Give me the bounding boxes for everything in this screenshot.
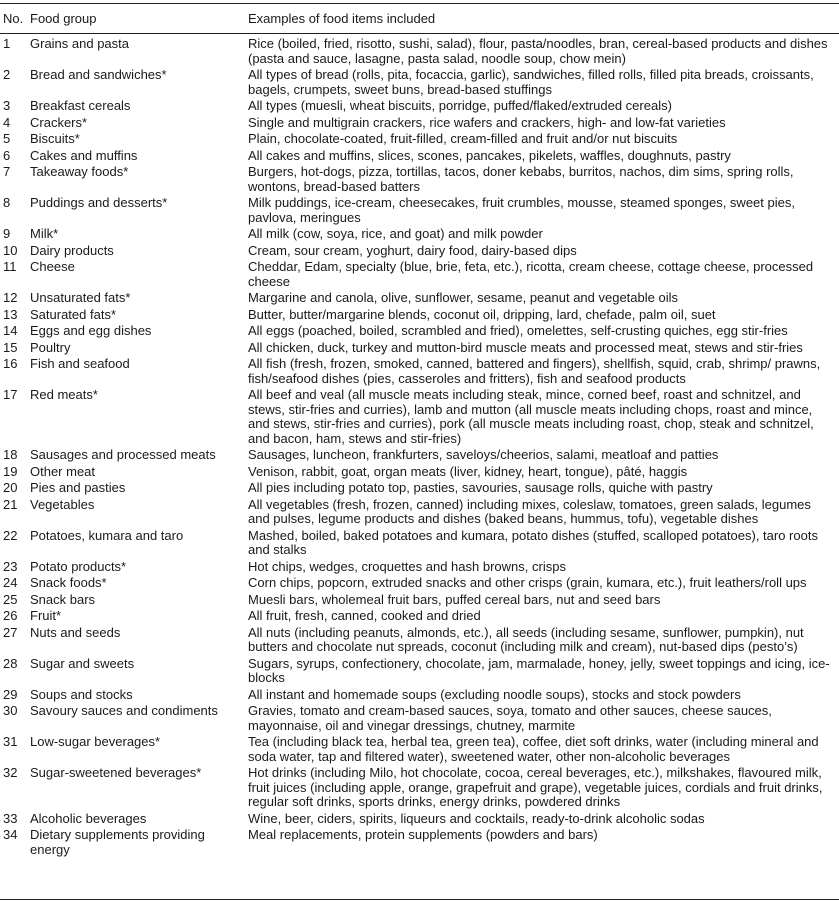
- row-food-group: Sausages and processed meats: [30, 447, 216, 462]
- table-row: [0, 827, 839, 858]
- row-food-group: Dietary supplements providing energy: [30, 827, 205, 857]
- row-examples: Gravies, tomato and cream-based sauces, soya, tomato and other sauces, cheese sauces, mayonnaise, oil and vinegar dressings, chutney, marmite: [248, 703, 772, 733]
- row-number: 20: [3, 480, 18, 495]
- row-examples: All milk (cow, soya, rice, and goat) and milk powder: [248, 226, 543, 241]
- table-row: [0, 115, 839, 132]
- row-food-group: Biscuits*: [30, 131, 80, 146]
- row-number: 17: [3, 387, 18, 402]
- row-examples: Hot drinks (including Milo, hot chocolate, cocoa, cereal beverages, etc.), milkshakes, flavoured milk, fruit juices (including apple, orange, grapefruit and grape), vegetable juices, cordials and fruit drinks, regular soft drinks, sports drinks, energy drinks, powdered drinks: [248, 765, 823, 809]
- row-examples: All types (muesli, wheat biscuits, porridge, puffed/flaked/extruded cereals): [248, 98, 672, 113]
- row-food-group: Fruit*: [30, 608, 62, 623]
- row-number: 7: [3, 164, 11, 179]
- table-row: [0, 734, 839, 765]
- table-row: [0, 811, 839, 828]
- table-row: [0, 67, 839, 98]
- table-row: [0, 656, 839, 687]
- table-row: [0, 559, 839, 576]
- table-row: [0, 765, 839, 811]
- table-row: [0, 625, 839, 656]
- row-food-group: Fish and seafood: [30, 356, 130, 371]
- row-food-group: Bread and sandwiches*: [30, 67, 167, 82]
- row-number: 10: [3, 242, 18, 258]
- row-examples: Burgers, hot-dogs, pizza, tortillas, tacos, doner kebabs, burritos, nachos, dim sims, spring rolls, wontons, bread-based batters: [248, 164, 794, 194]
- row-examples: Butter, butter/margarine blends, coconut oil, dripping, lard, chefade, palm oil, suet: [248, 306, 716, 322]
- table-row: [0, 340, 839, 357]
- row-examples: All types of bread (rolls, pita, focaccia, garlic), sandwiches, filled rolls, filled pita breads, croissants, bagels, crumpets, sweet buns, bread-based stuffings: [248, 67, 814, 97]
- row-food-group: Dairy products: [30, 242, 114, 258]
- row-food-group: Low-sugar beverages*: [30, 734, 161, 749]
- row-number: 2: [3, 67, 11, 82]
- row-examples: Tea (including black tea, herbal tea, green tea), coffee, diet soft drinks, water (including mineral and soda water, tap and filtered water), sweetened water, other non-alcoholic beverages: [248, 734, 819, 764]
- row-examples: All fish (fresh, frozen, smoked, canned, battered and fingers), shellfish, squid, crab, shrimp/ prawns, fish/seafood dishes (pies, casseroles and fritters), fish and seafood products: [248, 356, 821, 386]
- row-examples: Milk puddings, ice-cream, cheesecakes, fruit crumbles, mousse, steamed sponges, sweet pies, pavlova, meringues: [248, 195, 795, 225]
- row-examples: All eggs (poached, boiled, scrambled and fried), omelettes, self-crusting quiches, egg stir-fries: [248, 323, 788, 338]
- table-row: [0, 480, 839, 497]
- row-examples: Venison, rabbit, goat, organ meats (liver, kidney, heart, tongue), pâté, haggis: [248, 463, 688, 479]
- top-rule: [0, 3, 839, 4]
- row-food-group: Other meat: [30, 463, 96, 479]
- row-examples: All vegetables (fresh, frozen, canned) including mixes, coleslaw, tomatoes, green salads, legumes and pulses, legume products and dishes (baked beans, hummus, tofu), vegetable dishes: [248, 496, 811, 526]
- table-row: [0, 290, 839, 307]
- row-number: 3: [3, 98, 11, 113]
- row-number: 4: [3, 114, 11, 130]
- table-row: [0, 98, 839, 115]
- row-number: 14: [3, 323, 18, 338]
- row-food-group: Crackers*: [30, 114, 88, 130]
- row-food-group: Snack bars: [30, 591, 96, 607]
- row-food-group: Savoury sauces and condiments: [30, 703, 218, 718]
- row-examples: All cakes and muffins, slices, scones, pancakes, pikelets, waffles, doughnuts, pastry: [248, 147, 731, 163]
- row-food-group: Takeaway foods*: [30, 164, 129, 179]
- row-food-group: Saturated fats*: [30, 306, 116, 322]
- table-row: [0, 33, 839, 67]
- table-row: [0, 387, 839, 447]
- row-number: 33: [3, 810, 18, 826]
- table-row: [0, 575, 839, 592]
- table-row: [0, 226, 839, 243]
- row-number: 29: [3, 686, 18, 702]
- row-examples: Mashed, boiled, baked potatoes and kumara, potato dishes (stuffed, scalloped potatoes), taro roots and stalks: [248, 527, 818, 557]
- row-number: 23: [3, 558, 18, 574]
- row-examples: All chicken, duck, turkey and mutton-bird muscle meats and processed meat, stews and stir-fries: [248, 339, 803, 355]
- row-number: 21: [3, 496, 18, 512]
- row-number: 13: [3, 306, 18, 322]
- row-examples: All pies including potato top, pasties, savouries, sausage rolls, quiche with pastry: [248, 480, 713, 495]
- row-food-group: Milk*: [30, 226, 59, 241]
- row-number: 8: [3, 195, 11, 210]
- table-row: [0, 687, 839, 704]
- row-number: 18: [3, 447, 18, 462]
- row-number: 22: [3, 527, 18, 543]
- row-examples: Hot chips, wedges, croquettes and hash browns, crisps: [248, 558, 566, 574]
- header-food-group: Food group: [30, 10, 97, 26]
- row-number: 24: [3, 575, 18, 590]
- row-examples: Margarine and canola, olive, sunflower, sesame, peanut and vegetable oils: [248, 290, 678, 305]
- row-food-group: Snack foods*: [30, 575, 107, 590]
- row-food-group: Eggs and egg dishes: [30, 323, 152, 338]
- row-examples: Cream, sour cream, yoghurt, dairy food, dairy-based dips: [248, 242, 577, 258]
- row-number: 1: [3, 36, 11, 51]
- row-number: 27: [3, 624, 18, 640]
- row-examples: All fruit, fresh, canned, cooked and dried: [248, 608, 481, 623]
- row-food-group: Sugar and sweets: [30, 655, 135, 671]
- row-examples: Wine, beer, ciders, spirits, liqueurs and cocktails, ready-to-drink alcoholic sodas: [248, 810, 705, 826]
- row-examples: Plain, chocolate-coated, fruit-filled, cream-filled and fruit and/or nut biscuits: [248, 131, 678, 146]
- row-examples: Cheddar, Edam, specialty (blue, brie, feta, etc.), ricotta, cream cheese, cottage cheese, processed cheese: [248, 259, 814, 289]
- table-row: [0, 497, 839, 528]
- row-examples: Muesli bars, wholemeal fruit bars, puffed cereal bars, nut and seed bars: [248, 591, 661, 607]
- row-food-group: Alcoholic beverages: [30, 810, 147, 826]
- row-number: 26: [3, 608, 18, 623]
- row-number: 5: [3, 131, 11, 146]
- table-row: [0, 243, 839, 260]
- row-examples: Rice (boiled, fried, risotto, sushi, salad), flour, pasta/noodles, bran, cereal-based products and dishes (pasta and sauce, lasagne, pasta salad, noodle soup, chow mein): [248, 36, 828, 66]
- table-row: [0, 131, 839, 148]
- row-number: 6: [3, 147, 11, 163]
- row-food-group: Nuts and seeds: [30, 624, 121, 640]
- row-examples: Sugars, syrups, confectionery, chocolate, jam, marmalade, honey, jelly, sweet toppings and icing, ice-blocks: [248, 655, 830, 685]
- row-number: 31: [3, 734, 18, 749]
- row-examples: All nuts (including peanuts, almonds, etc.), all seeds (including sesame, sunflower, pumpkin), nut butters and chocolate nut spreads, coconut (including milk and cream), nut-based dips (pesto’s): [248, 624, 804, 654]
- header-examples: Examples of food items included: [248, 10, 436, 26]
- row-number: 16: [3, 356, 18, 371]
- table-row: [0, 608, 839, 625]
- row-food-group: Poultry: [30, 339, 71, 355]
- table-row: [0, 195, 839, 226]
- row-food-group: Cakes and muffins: [30, 147, 138, 163]
- bottom-rule: [0, 899, 839, 900]
- table-row: [0, 148, 839, 165]
- row-food-group: Puddings and desserts*: [30, 195, 168, 210]
- row-food-group: Breakfast cereals: [30, 98, 131, 113]
- table-body: [0, 33, 839, 858]
- row-number: 30: [3, 703, 18, 718]
- table-row: [0, 259, 839, 290]
- row-number: 12: [3, 290, 18, 305]
- row-food-group: Soups and stocks: [30, 686, 133, 702]
- row-number: 34: [3, 827, 18, 842]
- row-examples: All beef and veal (all muscle meats including steak, mince, corned beef, roast and schnitzel, and stews, stir-fries and curries), lamb and mutton (all muscle meats including chops, roast and mince, and stews, stir-fries and curries), pork (all muscle meats including roast, chop, steak and schnitzel, and bacon, ham, stews and stir-fries): [248, 387, 814, 446]
- table-row: [0, 528, 839, 559]
- row-number: 15: [3, 339, 18, 355]
- header-row: [0, 5, 839, 33]
- row-food-group: Cheese: [30, 259, 75, 274]
- row-examples: Corn chips, popcorn, extruded snacks and other crisps (grain, kumara, etc.), fruit leathers/roll ups: [248, 575, 807, 590]
- row-food-group: Unsaturated fats*: [30, 290, 131, 305]
- table-row: [0, 307, 839, 324]
- table-row: [0, 323, 839, 340]
- row-number: 32: [3, 765, 18, 780]
- food-group-table: [0, 5, 839, 858]
- row-food-group: Potatoes, kumara and taro: [30, 527, 184, 543]
- table-row: [0, 464, 839, 481]
- row-examples: All instant and homemade soups (excluding noodle soups), stocks and stock powders: [248, 686, 741, 702]
- row-number: 9: [3, 226, 11, 241]
- row-food-group: Sugar-sweetened beverages*: [30, 765, 202, 780]
- row-number: 25: [3, 591, 18, 607]
- table-row: [0, 592, 839, 609]
- row-food-group: Red meats*: [30, 387, 98, 402]
- row-examples: Sausages, luncheon, frankfurters, saveloys/cheerios, salami, meatloaf and patties: [248, 447, 719, 462]
- table-row: [0, 703, 839, 734]
- header-no: No.: [3, 10, 24, 26]
- row-food-group: Grains and pasta: [30, 36, 130, 51]
- row-number: 28: [3, 655, 18, 671]
- table-row: [0, 447, 839, 464]
- row-examples: Meal replacements, protein supplements (powders and bars): [248, 827, 598, 842]
- row-food-group: Vegetables: [30, 496, 95, 512]
- row-food-group: Potato products*: [30, 558, 127, 574]
- row-number: 11: [3, 259, 17, 274]
- row-food-group: Pies and pasties: [30, 480, 126, 495]
- table-row: [0, 164, 839, 195]
- table-row: [0, 356, 839, 387]
- row-number: 19: [3, 463, 18, 479]
- row-examples: Single and multigrain crackers, rice wafers and crackers, high- and low-fat varieties: [248, 114, 726, 130]
